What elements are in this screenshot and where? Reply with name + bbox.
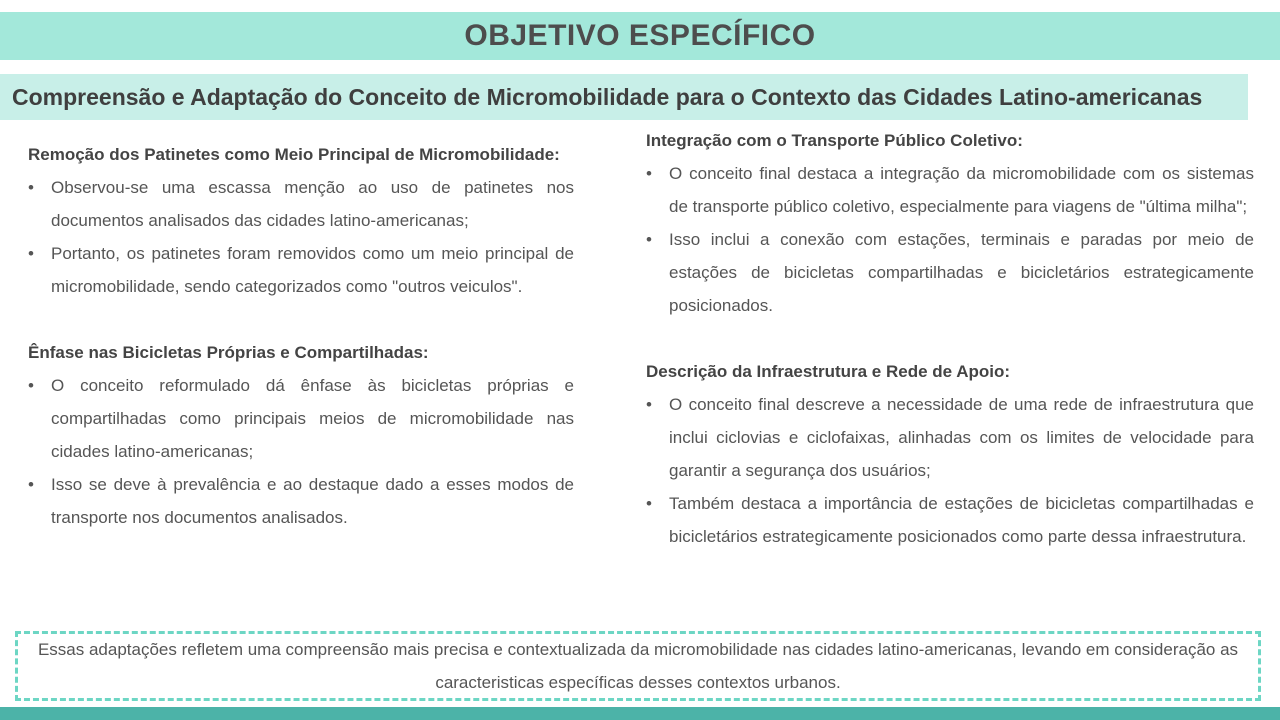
conclusion-box (15, 631, 1261, 701)
bullet-icon: • (646, 164, 652, 183)
bullet-icon: • (646, 494, 652, 513)
section-integracao (646, 124, 1254, 322)
left-column (28, 138, 574, 534)
list-item-text: Isso se deve à prevalência e ao destaque dado a esses modos de transporte nos documentos analisados. (51, 475, 574, 527)
list-item-text: Portanto, os patinetes foram removidos como um meio principal de micromobilidade, sendo categorizados como "outros veiculos". (51, 244, 574, 296)
list-item-text: O conceito final destaca a integração da micromobilidade com os sistemas de transporte público coletivo, especialmente para viagens de "última milha"; (669, 164, 1254, 216)
bullet-list (646, 388, 1254, 553)
bullet-icon: • (646, 230, 652, 249)
page-title: OBJETIVO ESPECÍFICO (464, 19, 816, 52)
list-item-text: O conceito final descreve a necessidade de uma rede de infraestrutura que inclui ciclovias e ciclofaixas, alinhadas com os limites de velocidade para garantir a segurança dos usuários; (669, 395, 1254, 480)
section-heading: Ênfase nas Bicicletas Próprias e Compartilhadas: (28, 343, 429, 362)
section-heading: Remoção dos Patinetes como Meio Principal de Micromobilidade: (28, 145, 560, 164)
list-item (28, 468, 574, 534)
section-heading: Integração com o Transporte Público Coletivo: (646, 131, 1023, 150)
bullet-list (646, 157, 1254, 322)
bullet-list (28, 369, 574, 534)
list-item (28, 171, 574, 237)
list-item (646, 388, 1254, 487)
list-item (28, 369, 574, 468)
list-item-text: Observou-se uma escassa menção ao uso de patinetes nos documentos analisados das cidades latino-americanas; (51, 178, 574, 230)
list-item (28, 237, 574, 303)
bullet-icon: • (28, 244, 34, 263)
bullet-icon: • (28, 178, 34, 197)
section-bicicletas (28, 336, 574, 534)
list-item (646, 223, 1254, 322)
section-infraestrutura (646, 355, 1254, 553)
title-bar (0, 12, 1280, 60)
list-item (646, 157, 1254, 223)
list-item-text: Também destaca a importância de estações de bicicletas compartilhadas e bicicletários estrategicamente posicionados como parte dessa infraestrutura. (669, 494, 1254, 546)
bullet-list (28, 171, 574, 303)
section-patinetes (28, 138, 574, 303)
bullet-icon: • (646, 395, 652, 414)
bullet-icon: • (28, 475, 34, 494)
page-subtitle: Compreensão e Adaptação do Conceito de Micromobilidade para o Contexto das Cidades Latino-americanas (12, 83, 1203, 110)
section-heading: Descrição da Infraestrutura e Rede de Apoio: (646, 362, 1011, 381)
list-item-text: Isso inclui a conexão com estações, terminais e paradas por meio de estações de bicicletas compartilhadas e bicicletários estrategicamente posicionados. (669, 230, 1254, 315)
conclusion-text: Essas adaptações refletem uma compreensão mais precisa e contextualizada da micromobilidade nas cidades latino-americanas, levando em consideração as caracteristicas específicas desses contextos urbanos. (37, 640, 1239, 692)
footer-bar (0, 707, 1280, 720)
list-item-text: O conceito reformulado dá ênfase às bicicletas próprias e compartilhadas como principais meios de micromobilidade nas cidades latino-americanas; (51, 376, 574, 461)
list-item (646, 487, 1254, 553)
subtitle-bar (0, 74, 1248, 120)
bullet-icon: • (28, 376, 34, 395)
right-column (646, 124, 1254, 553)
